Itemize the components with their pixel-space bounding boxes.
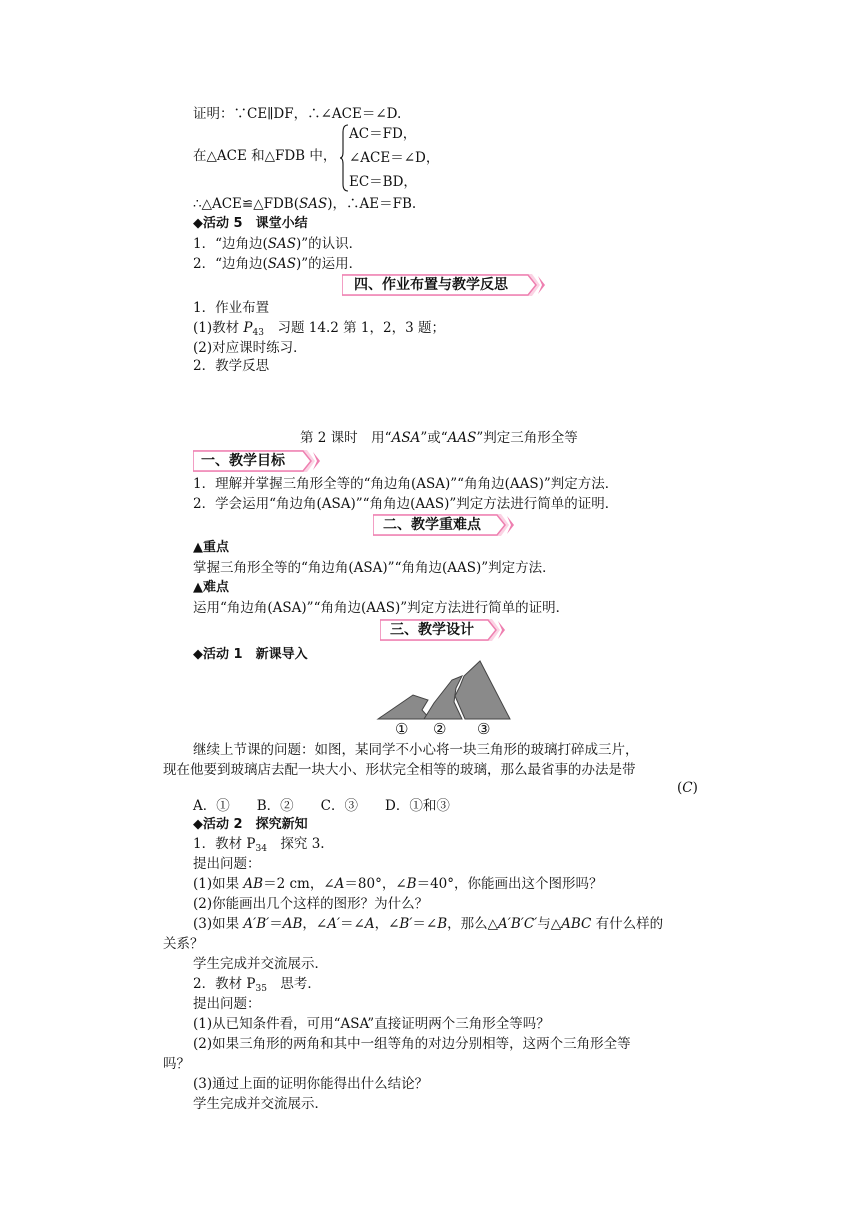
proof-line-3: ∴△ACE≌△FDB(SAS)，∴AE＝FB. bbox=[193, 196, 417, 212]
goal-2: 2．学会运用“角边角(ASA)”“角角边(AAS)”判定方法进行简单的证明． bbox=[193, 496, 619, 512]
problem-para-1: 继续上节课的问题：如图，某同学不小心将一块三角形的玻璃打碎成三片， bbox=[193, 742, 639, 758]
section-3-banner bbox=[380, 619, 508, 641]
activity-5-title: ◆活动 5 课堂小结 bbox=[193, 216, 308, 231]
piece-label-2: ② bbox=[433, 720, 447, 738]
section-4-line-1: 1．作业布置 bbox=[193, 300, 270, 316]
difficulty-heading: ▲难点 bbox=[193, 580, 229, 595]
question-2: (2)你能画出几个这样的图形？为什么？ bbox=[193, 896, 429, 912]
activity-2-title: ◆活动 2 探究新知 bbox=[193, 817, 308, 832]
proof-line-1: 证明：∵CE∥DF，∴∠ACE＝∠D. bbox=[193, 106, 402, 122]
question-3: (3)如果 A′B′＝AB，∠A′＝∠A，∠B′＝∠B，那么△A′B′C′与△ABC 有什么样的 bbox=[193, 916, 664, 932]
ask-2: 提出问题： bbox=[193, 996, 261, 1012]
section-4-banner bbox=[342, 274, 550, 296]
key-point-text: 掌握三角形全等的“角边角(ASA)”“角角边(AAS)”判定方法． bbox=[193, 560, 556, 576]
section-2-title: 二、教学重难点 bbox=[383, 517, 481, 533]
ask-1: 提出问题： bbox=[193, 856, 261, 872]
section-3-title: 三、教学设计 bbox=[390, 622, 474, 638]
activity-1-title: ◆活动 1 新课导入 bbox=[193, 647, 308, 662]
reflect-2: (2)如果三角形的两角和其中一组等角的对边分别相等，这两个三角形全等 bbox=[193, 1036, 631, 1052]
problem-para-2: 现在他要到玻璃店去配一块大小、形状完全相等的玻璃，那么最省事的办法是带 bbox=[163, 762, 636, 778]
section-4-line-4: 2．教学反思 bbox=[193, 358, 270, 374]
reflect-1: (1)从已知条件看，可用“ASA”直接证明两个三角形全等吗？ bbox=[193, 1016, 550, 1032]
key-point-heading: ▲重点 bbox=[193, 540, 229, 555]
question-1: (1)如果 AB＝2 cm，∠A＝80°，∠B＝40°，你能画出这个图形吗？ bbox=[193, 876, 603, 892]
reflect-2-cont: 吗？ bbox=[163, 1056, 190, 1072]
proof-line-2: 在△ACE 和△FDB 中， bbox=[193, 148, 337, 164]
goal-1: 1．理解并掌握三角形全等的“角边角(ASA)”“角角边(AAS)”判定方法． bbox=[193, 476, 619, 492]
proof-cond-2: ∠ACE＝∠D， bbox=[349, 150, 440, 166]
proof-cond-1: AC＝FD， bbox=[349, 126, 417, 142]
section-1-banner bbox=[193, 450, 323, 472]
options: A．① B．② C．③ D．①和③ bbox=[193, 798, 450, 814]
lesson-2-title: 第 2 课时 用“ASA”或“AAS”判定三角形全等 bbox=[300, 430, 578, 446]
section-1-title: 一、教学目标 bbox=[201, 453, 285, 469]
student-done-2: 学生完成并交流展示． bbox=[193, 1096, 328, 1112]
piece-label-1: ① bbox=[395, 720, 409, 738]
section-4-title: 四、作业布置与教学反思 bbox=[354, 277, 508, 293]
section-4-line-2: (1)教材 $P_{43}$ 习题 14.2 第 1，2，3 题； bbox=[193, 320, 445, 338]
explore-2: 2．教材 $P_{35}$ 思考． bbox=[193, 976, 321, 994]
student-done-1: 学生完成并交流展示． bbox=[193, 956, 328, 972]
piece-label-3: ③ bbox=[477, 720, 491, 738]
activity-5-item-2: 2．“边角边(SAS)”的运用． bbox=[193, 256, 363, 272]
answer: (C) bbox=[677, 780, 698, 796]
difficulty-text: 运用“角边角(ASA)”“角角边(AAS)”判定方法进行简单的证明． bbox=[193, 600, 570, 616]
explore-1: 1．教材 $P_{34}$ 探究 3. bbox=[193, 836, 325, 854]
section-2-banner bbox=[373, 514, 517, 536]
proof-cond-3: EC＝BD， bbox=[349, 174, 417, 190]
question-3-cont: 关系？ bbox=[163, 936, 204, 952]
section-4-line-3: (2)对应课时练习． bbox=[193, 340, 307, 356]
reflect-3: (3)通过上面的证明你能得出什么结论？ bbox=[193, 1076, 429, 1092]
activity-5-item-1: 1．“边角边(SAS)”的认识． bbox=[193, 236, 363, 252]
